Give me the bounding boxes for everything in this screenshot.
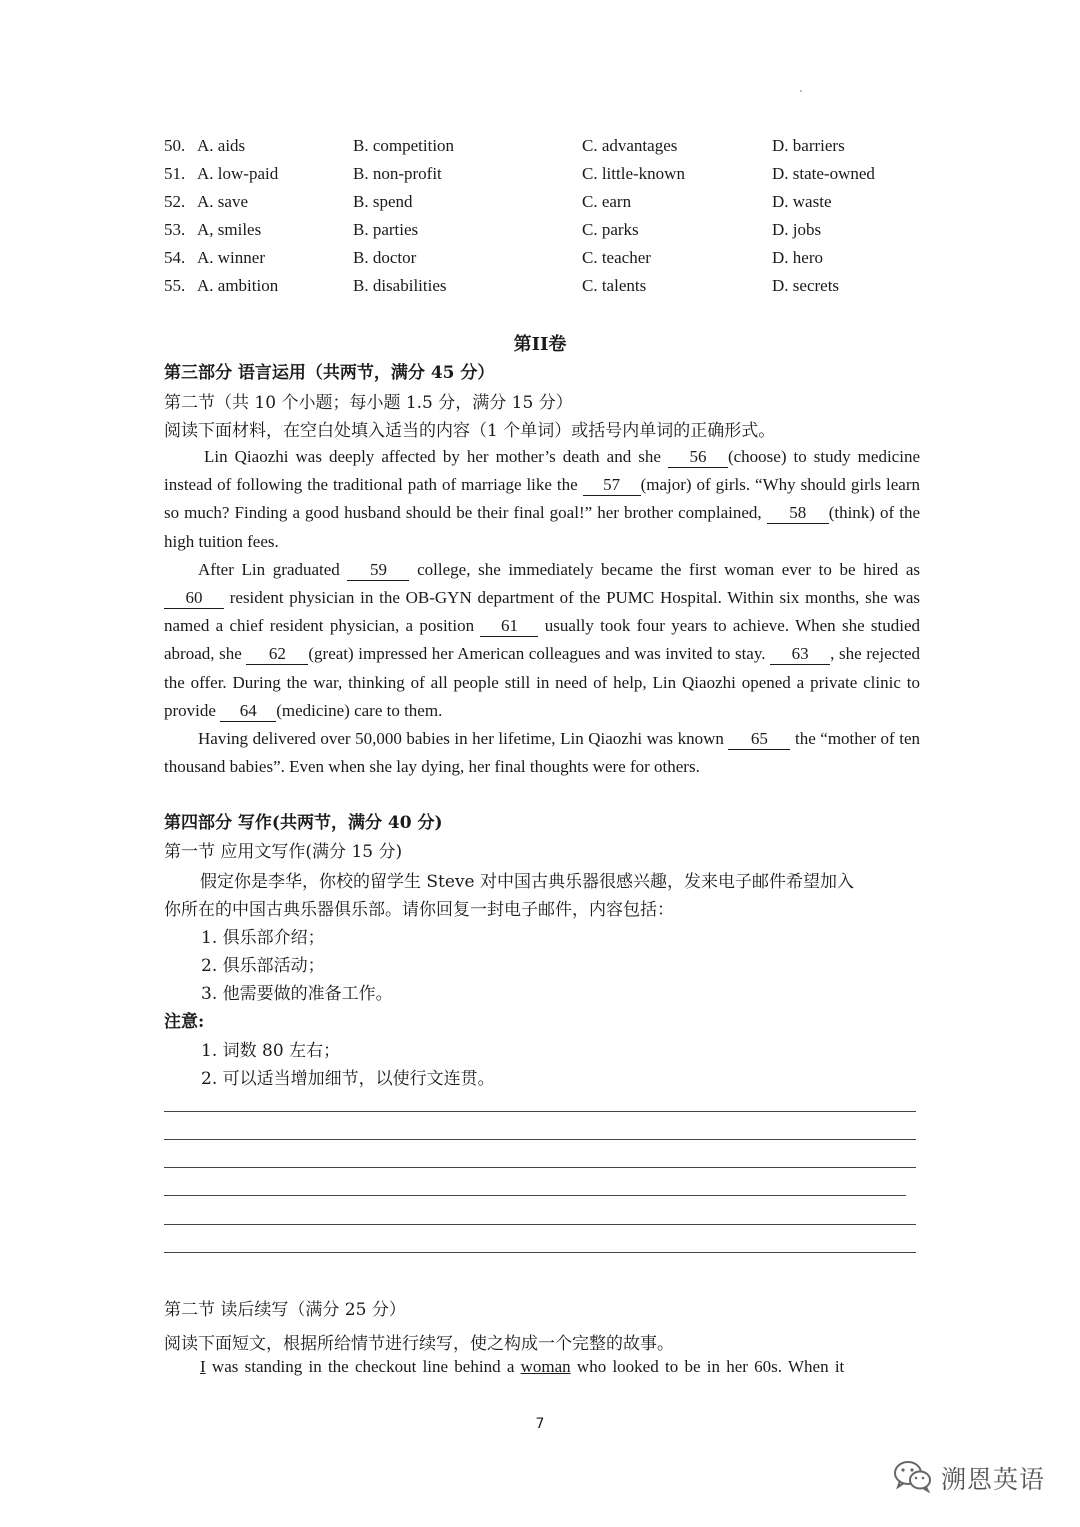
option-c: C. earn — [582, 192, 632, 211]
passage-text: (choose) to study medicine instead of following the traditional path of marriage like the — [164, 447, 920, 495]
option-b: B. parties — [353, 220, 419, 239]
watermark — [893, 1458, 1045, 1498]
wechat-icon — [893, 1459, 933, 1497]
volume-title: 第II卷 — [513, 334, 567, 355]
blank-56[interactable]: 56 — [668, 447, 728, 468]
blank-65[interactable]: 65 — [728, 729, 790, 750]
blank-62[interactable]: 62 — [246, 644, 308, 665]
story-text: who looked to be in her 60s. When it — [570, 1357, 845, 1376]
option-c: C. teacher — [582, 248, 651, 267]
part3-instruction: 阅读下面材料，在空白处填入适当的内容（1 个单词）或括号内单词的正确形式。 — [164, 421, 776, 441]
option-b: B. competition — [353, 136, 455, 155]
note-item-2: 2. 可以适当增加细节，以使行文连贯。 — [201, 1069, 495, 1089]
question-number: 54. — [164, 248, 186, 267]
option-c: C. parks — [582, 220, 639, 239]
question-number: 52. — [164, 192, 186, 211]
writing-line[interactable] — [164, 1111, 916, 1112]
blank-59[interactable]: 59 — [347, 560, 409, 581]
option-c: C. advantages — [582, 136, 678, 155]
passage-paragraph-2 — [164, 556, 920, 725]
option-b: B. non-profit — [353, 164, 442, 183]
cloze-passage — [164, 443, 920, 781]
note-item-1: 1. 词数 80 左右； — [201, 1041, 341, 1061]
passage-paragraph-1 — [164, 443, 920, 556]
passage-text: Having delivered over 50,000 babies in her lifetime, Lin Qiaozhi was known — [198, 729, 724, 749]
option-a: A. low-paid — [197, 164, 279, 183]
question-number: 51. — [164, 164, 186, 183]
story-text: I — [200, 1357, 206, 1376]
scan-dot — [800, 90, 802, 92]
watermark-text: 溯恩英语 — [941, 1465, 1046, 1494]
passage-text: (major) of girls. “Why should girls learn so much? Finding a good husband should be their final goal!” her brother complained, — [164, 475, 921, 523]
passage-text: college, she immediately became the first woman ever to be hired as — [417, 559, 921, 579]
blank-61[interactable]: 61 — [480, 616, 538, 637]
passage-text: , she rejected the offer. During the war, thinking of all people still in need of help, Lin Qiaozhi opened a private clinic to provide — [164, 644, 921, 720]
part3-section: 第二节（共 10 个小题；每小题 1.5 分，满分 15 分） — [164, 393, 573, 413]
story-first-line — [200, 1357, 844, 1377]
option-d: D. barriers — [772, 136, 845, 155]
requirement-item-3: 3. 他需要做的准备工作。 — [201, 984, 393, 1004]
writing-prompt-line-2: 你所在的中国古典乐器俱乐部。请你回复一封电子邮件，内容包括： — [164, 900, 674, 920]
writing-prompt-line-1: 假定你是李华，你校的留学生 Steve 对中国古典乐器很感兴趣，发来电子邮件希望加入 — [200, 872, 855, 892]
passage-paragraph-3 — [164, 725, 920, 781]
story-text: was standing in the checkout line behind a — [205, 1357, 521, 1376]
option-c: C. little-known — [582, 164, 685, 183]
option-b: B. doctor — [353, 248, 417, 267]
writing-line[interactable] — [164, 1252, 916, 1253]
page-number: 7 — [535, 1416, 545, 1432]
option-d: D. jobs — [772, 220, 822, 239]
option-a: A. save — [197, 192, 248, 211]
option-d: D. secrets — [772, 276, 840, 295]
writing-line[interactable] — [164, 1195, 906, 1196]
writing-line[interactable] — [164, 1167, 916, 1168]
writing-line[interactable] — [164, 1139, 916, 1140]
question-number: 50. — [164, 136, 186, 155]
story-text: woman — [520, 1357, 571, 1376]
option-a: A. winner — [197, 248, 265, 267]
blank-63[interactable]: 63 — [770, 644, 830, 665]
option-d: D. waste — [772, 192, 832, 211]
continuation-instruction: 阅读下面短文，根据所给情节进行续写，使之构成一个完整的故事。 — [164, 1334, 674, 1354]
passage-text: the “mother of ten thousand babies”. Even when she lay dying, her final thoughts were for others. — [164, 729, 921, 777]
passage-text: usually took four years to achieve. When she studied abroad, she — [164, 616, 921, 664]
part4-section2: 第二节 读后续写（满分 25 分） — [164, 1300, 406, 1320]
option-c: C. talents — [582, 276, 647, 295]
passage-text: Lin Qiaozhi was deeply affected by her mother’s death and she — [204, 447, 661, 466]
option-b: B. disabilities — [353, 276, 447, 295]
blank-58[interactable]: 58 — [767, 503, 829, 524]
blank-64[interactable]: 64 — [220, 701, 276, 722]
passage-text: resident physician in the OB-GYN department of the PUMC Hospital. Within six months, she was named a chief resident physician, a position — [164, 588, 920, 636]
part3-title: 第三部分 语言运用（共两节，满分 45 分） — [164, 363, 495, 383]
option-d: D. state-owned — [772, 164, 875, 183]
passage-text: After Lin graduated — [198, 559, 340, 579]
blank-60[interactable]: 60 — [164, 588, 224, 609]
passage-text: (medicine) care to them. — [276, 700, 443, 720]
writing-line[interactable] — [164, 1224, 916, 1225]
option-a: A. aids — [197, 136, 246, 155]
part4-title: 第四部分 写作(共两节，满分 40 分) — [164, 813, 443, 833]
option-b: B. spend — [353, 192, 413, 211]
requirement-item-1: 1. 俱乐部介绍； — [201, 928, 325, 948]
passage-text: (think) of the high tuition fees. — [164, 503, 920, 551]
option-a: A, smiles — [197, 220, 262, 239]
passage-text: (great) impressed her American colleagues and was invited to stay. — [308, 644, 766, 664]
part4-section1: 第一节 应用文写作(满分 15 分) — [164, 842, 403, 862]
option-d: D. hero — [772, 248, 823, 267]
question-number: 55. — [164, 276, 186, 295]
note-label: 注意: — [164, 1012, 205, 1032]
question-number: 53. — [164, 220, 186, 239]
requirement-item-2: 2. 俱乐部活动； — [201, 956, 325, 976]
option-a: A. ambition — [197, 276, 279, 295]
blank-57[interactable]: 57 — [583, 475, 641, 496]
